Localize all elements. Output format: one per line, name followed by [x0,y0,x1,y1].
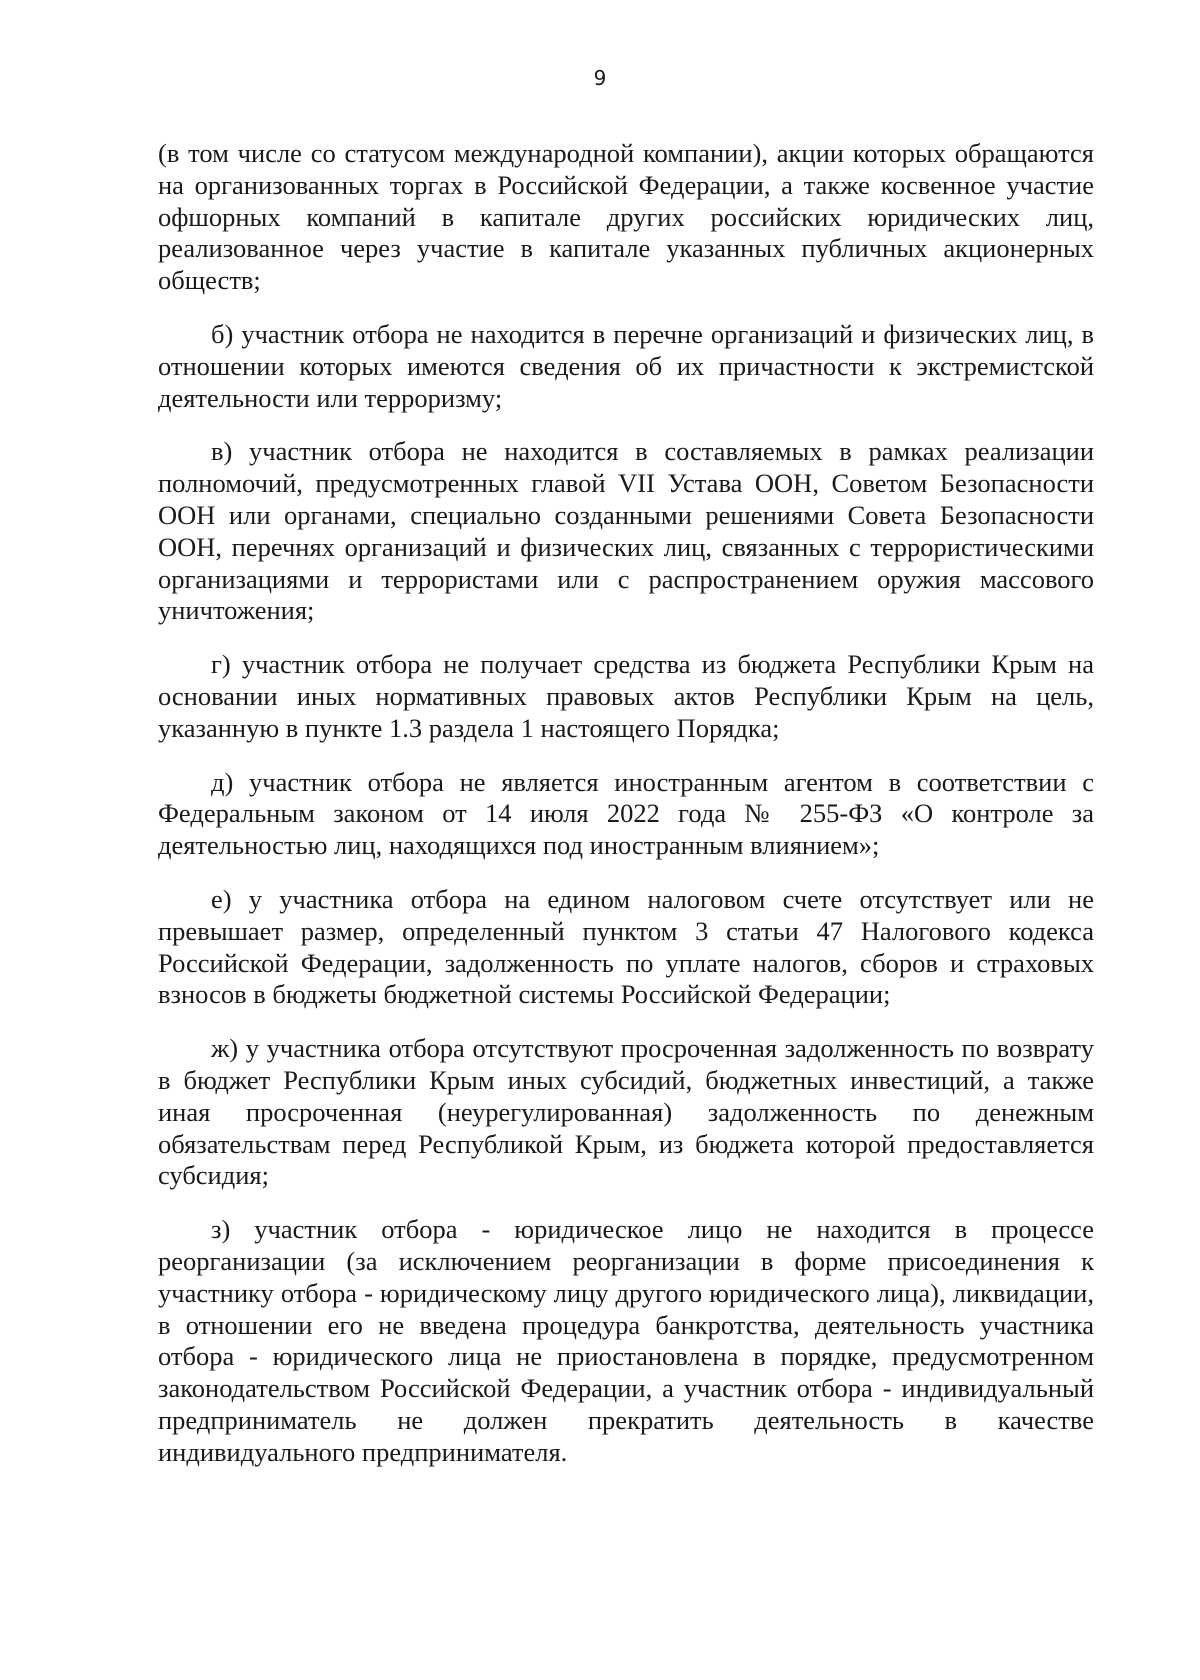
paragraph-item-g: г) участник отбора не получает средства из бюджета Республики Крым на основании иных нормативных правовых актов Республики Крым на цель, указанную в пункте 1.3 раздела 1 настоящего Порядка; [158,649,1094,743]
page-number: 9 [593,66,607,90]
paragraph-item-z: з) участник отбора - юридическое лицо не находится в процессе реорганизации (за исключением реорганизации в форме присоединения к участнику отбора - юридическому лицу другого юридического лица), ликвидации, в отношении его не введена процедура банкротства, деятельность участника отбора - юридического лица не приостановлена в порядке, предусмотренном законодательством Российской Федерации, а участник отбора - индивидуальный предприниматель не должен прекратить деятельность в качестве индивидуального предпринимателя. [158,1214,1094,1467]
paragraph-item-zh: ж) у участника отбора отсутствуют просроченная задолженность по возврату в бюджет Республики Крым иных субсидий, бюджетных инвестиций, а также иная просроченная (неурегулированная) задолженность по денежным обязательствам перед Республикой Крым, из бюджета которой предоставляется субсидия; [158,1033,1094,1191]
paragraph-continuation: (в том числе со статусом международной компании), акции которых обращаются на организованных торгах в Российской Федерации, а также косвенное участие офшорных компаний в капитале других российских юридических лиц, реализованное через участие в капитале указанных публичных акционерных обществ; [158,138,1094,296]
paragraph-item-v: в) участник отбора не находится в составляемых в рамках реализации полномочий, предусмотренных главой VII Устава ООН, Советом Безопасности ООН или органами, специально созданными решениями Совета Безопасности ООН, перечнях организаций и физических лиц, связанных с террористическими организациями и террористами или с распространением оружия массового уничтожения; [158,436,1094,626]
paragraph-item-b: б) участник отбора не находится в перечне организаций и физических лиц, в отношении которых имеются сведения об их причастности к экстремистской деятельности или терроризму; [158,318,1094,413]
paragraph-item-d: д) участник отбора не является иностранным агентом в соответствии с Федеральным законом от 14 июля 2022 года № 255-ФЗ «О контроле за деятельностью лиц, находящихся под иностранным влиянием»; [158,766,1094,861]
document-body [158,138,1094,1490]
paragraph-item-e: е) у участника отбора на едином налоговом счете отсутствует или не превышает размер, определенный пунктом 3 статьи 47 Налогового кодекса Российской Федерации, задолженность по уплате налогов, сборов и страховых взносов в бюджеты бюджетной системы Российской Федерации; [158,883,1094,1010]
